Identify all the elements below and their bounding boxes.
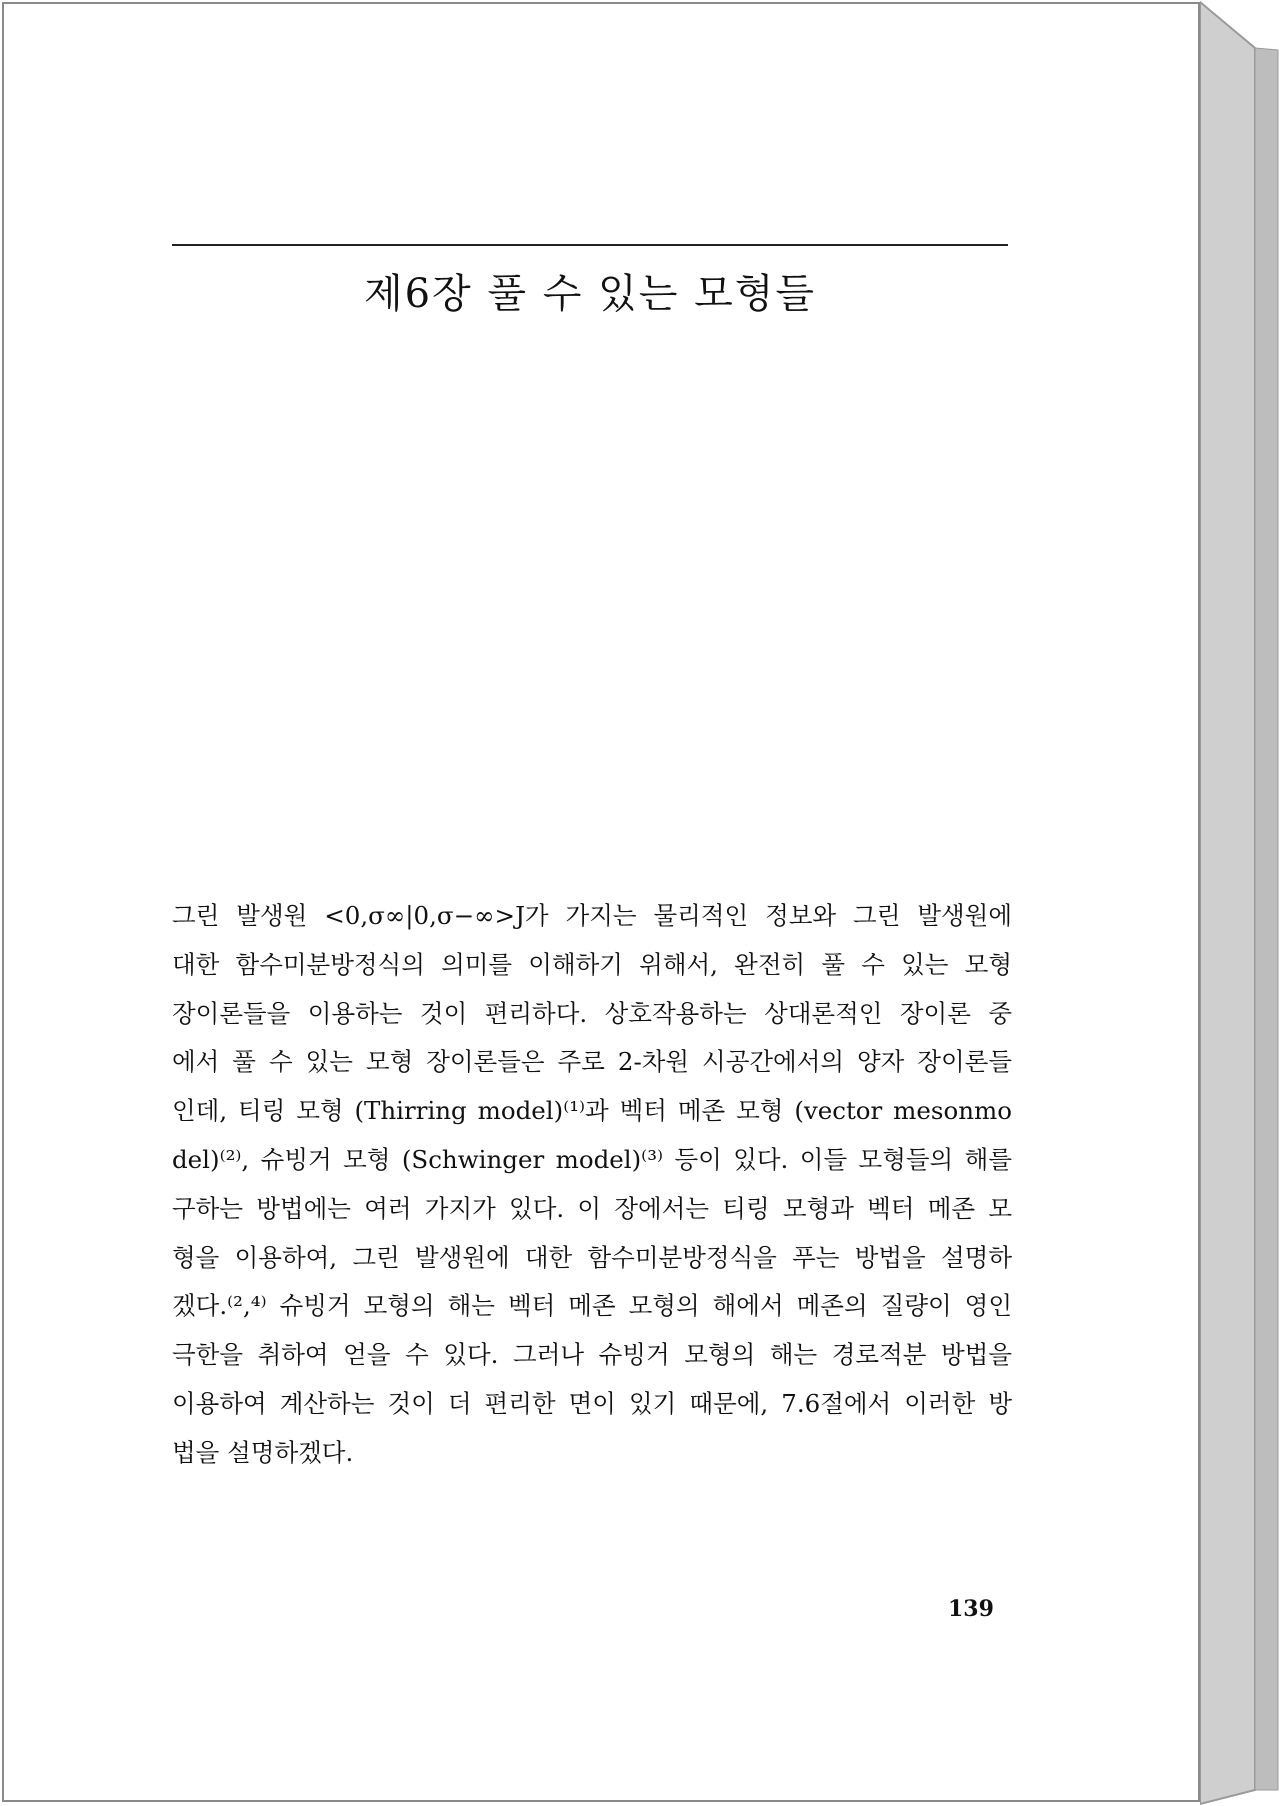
chapter-rule [172, 244, 1008, 246]
page-number: 139 [948, 1596, 994, 1622]
book-page [2, 2, 1200, 1802]
text-line: 장이론들을 이용하는 것이 편리하다. 상호작용하는 상대론적인 장이론 중 [172, 998, 1012, 1028]
text-line: 형을 이용하여, 그린 발생원에 대한 함수미분방정식을 푸는 방법을 설명하 [172, 1242, 1012, 1272]
text-line: 그린 발생원 <0,σ∞|0,σ−∞>J가 가지는 물리적인 정보와 그린 발생원에 [172, 901, 1012, 930]
text-line: 법을 설명하겠다. [172, 1437, 354, 1467]
text-line: 에서 풀 수 있는 모형 장이론들은 주로 2-차원 시공간에서의 양자 장이론들 [172, 1047, 1012, 1077]
text-line: 인데, 티링 모형 (Thirring model)⁽¹⁾과 벡터 메존 모형 (vector mesonmo [172, 1096, 1012, 1126]
text-line: 대한 함수미분방정식의 의미를 이해하기 위해서, 완전히 풀 수 있는 모형 [172, 949, 1012, 979]
text-line: 겠다.⁽²,⁴⁾ 슈빙거 모형의 해는 벡터 메존 모형의 해에서 메존의 질량이 영인 [172, 1291, 1012, 1321]
text-line: 극한을 취하여 얻을 수 있다. 그러나 슈빙거 모형의 해는 경로적분 방법을 [172, 1340, 1012, 1370]
text-line: del)⁽²⁾, 슈빙거 모형 (Schwinger model)⁽³⁾ 등이 있다. 이들 모형들의 해를 [172, 1144, 1012, 1174]
chapter-title: 제6장 풀 수 있는 모형들 [363, 271, 817, 317]
body-paragraph [172, 892, 1012, 1478]
text-line: 구하는 방법에는 여러 가지가 있다. 이 장에서는 티링 모형과 벡터 메존 모 [172, 1193, 1012, 1223]
text-line: 이용하여 계산하는 것이 더 편리한 면이 있기 때문에, 7.6절에서 이러한 방 [172, 1388, 1012, 1418]
